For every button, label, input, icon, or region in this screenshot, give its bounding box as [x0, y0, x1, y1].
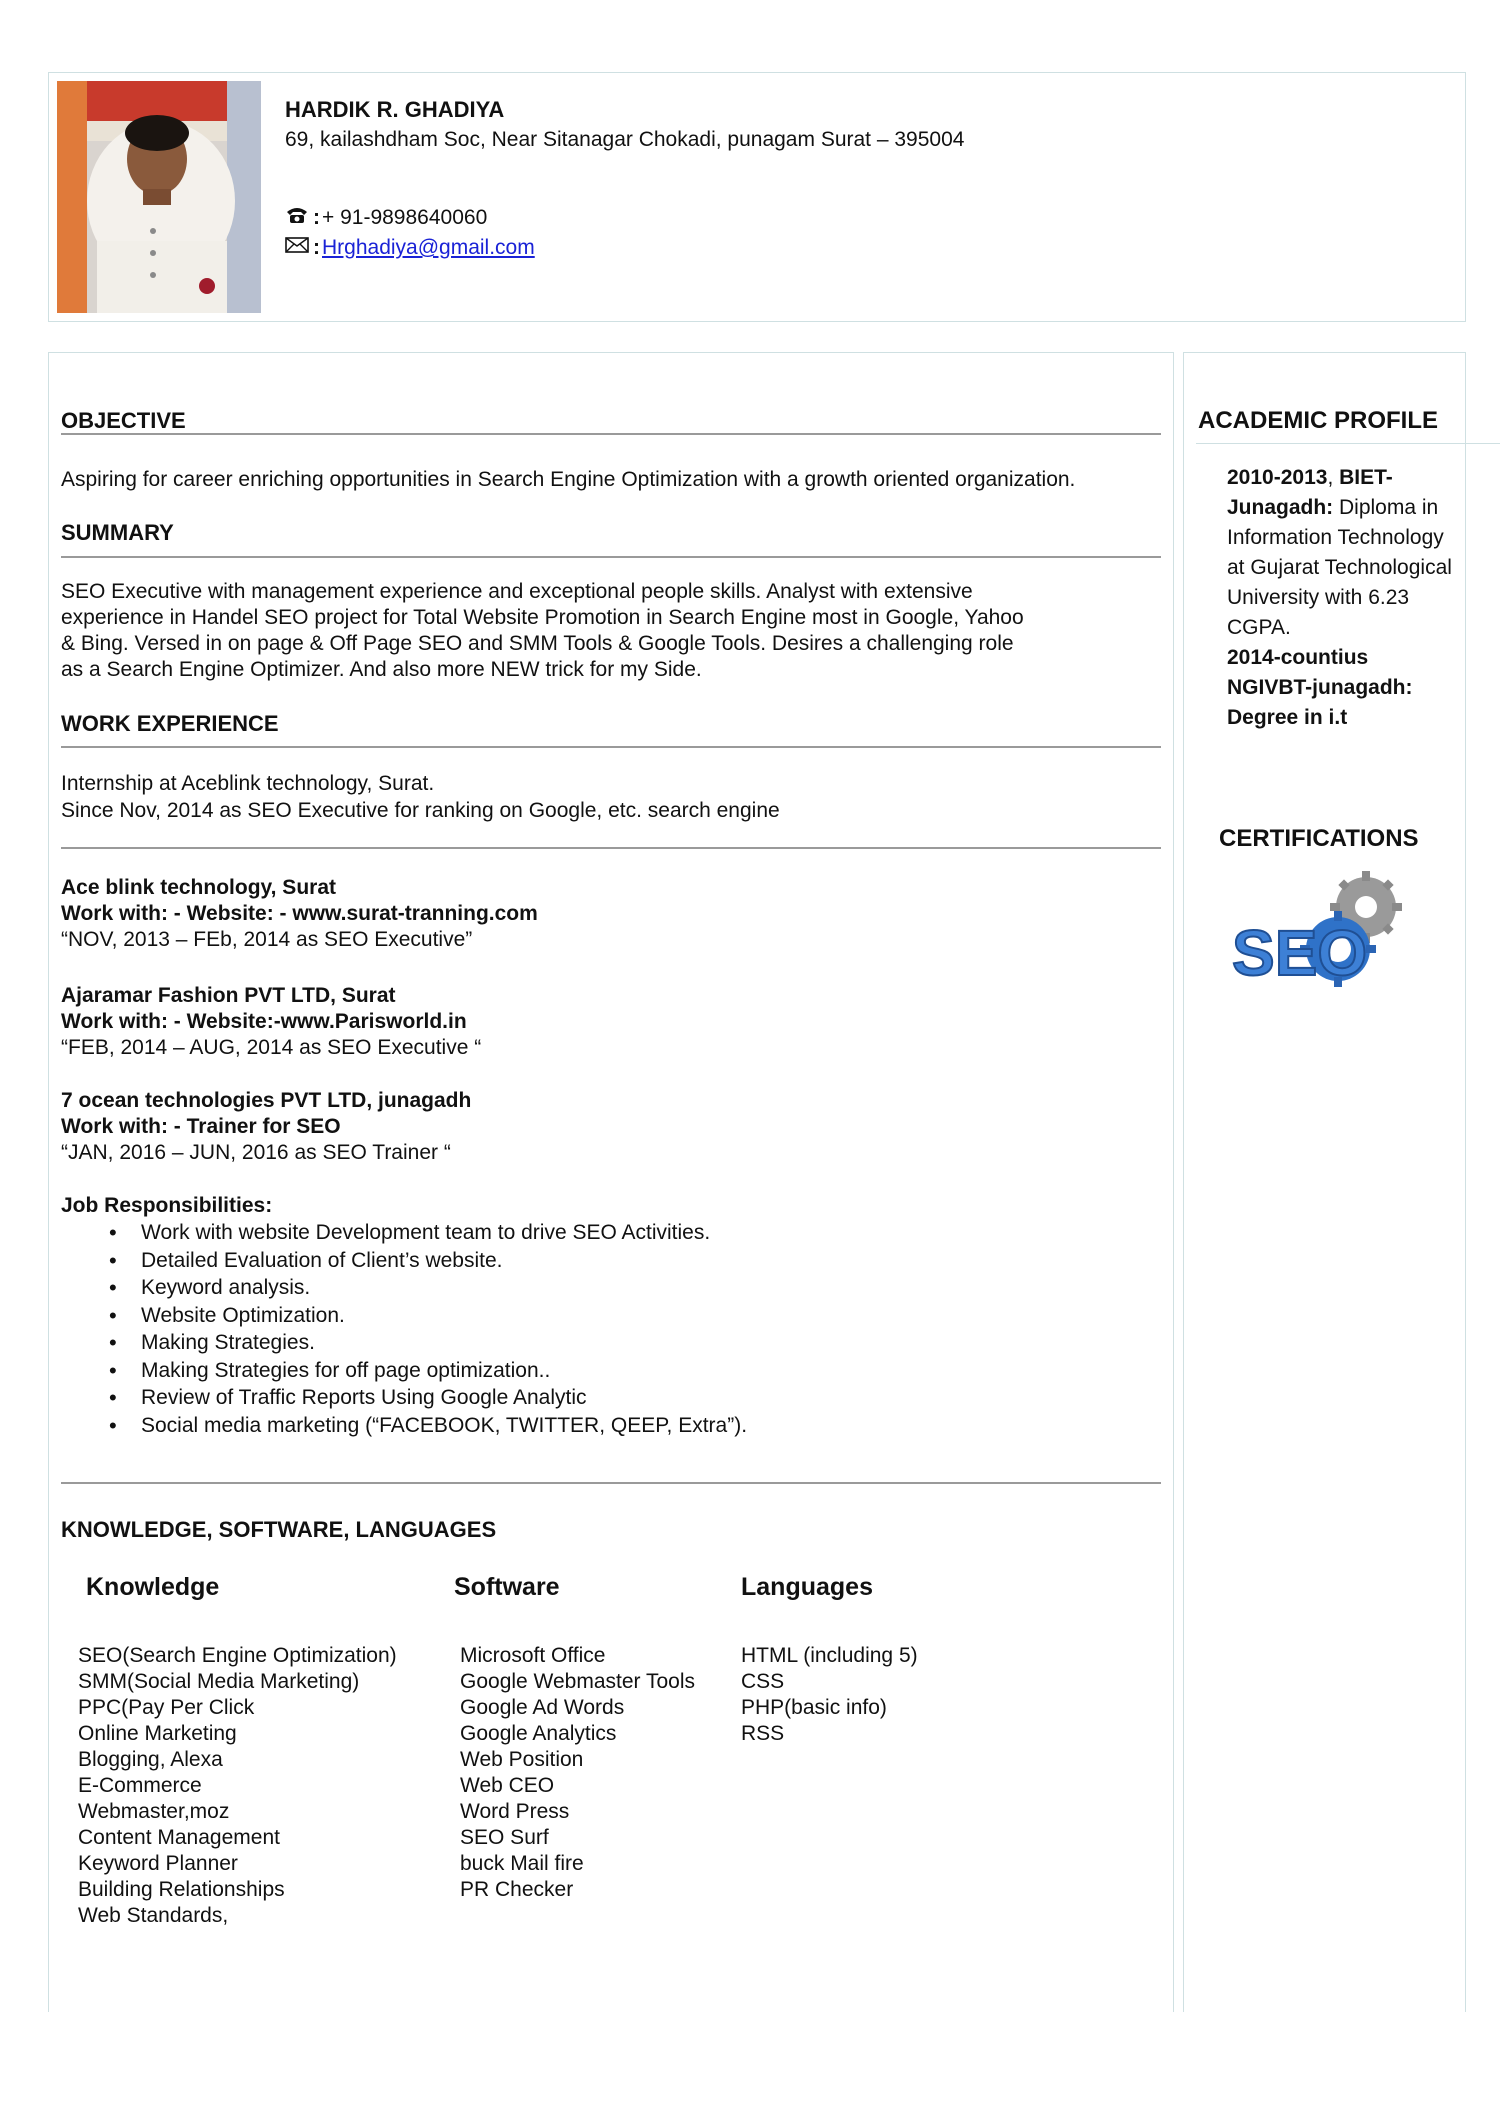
list-item: Building Relationships [78, 1878, 285, 1901]
main-column [48, 352, 1174, 2012]
academic-heading: ACADEMIC PROFILE [1198, 407, 1438, 434]
list-item: PHP(basic info) [741, 1696, 887, 1719]
job-company: 7 ocean technologies PVT LTD, junagadh [61, 1089, 472, 1112]
list-item: buck Mail fire [460, 1852, 584, 1875]
header-card [48, 72, 1466, 322]
address: 69, kailashdham Soc, Near Sitanagar Chokadi, punagam Surat – 395004 [285, 128, 965, 151]
responsibilities-list [109, 1219, 747, 1439]
job-period: “NOV, 2013 – FEb, 2014 as SEO Executive” [61, 928, 473, 951]
envelope-icon [285, 233, 311, 263]
phone-icon [285, 203, 311, 233]
job-period: “FEB, 2014 – AUG, 2014 as SEO Executive “ [61, 1036, 482, 1059]
email-link[interactable]: Hrghadiya@gmail.com [322, 236, 535, 259]
seo-logo-text: SEO [1232, 917, 1368, 989]
academic-entry: 2010-2013, BIET-Junagadh: Diploma in Information Technology at Gujarat Technological University with 6.23 CGPA. [1227, 466, 1452, 639]
job-entry [61, 875, 538, 953]
job-entry [61, 1088, 471, 1166]
languages-heading: Languages [741, 1573, 873, 1601]
list-item: CSS [741, 1670, 785, 1693]
divider [1196, 443, 1500, 444]
list-item: Word Press [460, 1800, 570, 1823]
list-item: Webmaster,moz [78, 1800, 230, 1823]
list-item: Google Webmaster Tools [460, 1670, 696, 1693]
divider [61, 433, 1161, 435]
profile-photo [57, 81, 261, 313]
list-item: • Making Strategies for off page optimization.. [109, 1357, 747, 1385]
email-line [285, 233, 964, 263]
list-item: Online Marketing [78, 1722, 237, 1745]
certifications-heading: CERTIFICATIONS [1219, 825, 1419, 852]
divider [61, 847, 1161, 849]
list-item: • Social media marketing (“FACEBOOK, TWITTER, QEEP, Extra”). [109, 1412, 747, 1440]
academic-details [1227, 463, 1462, 733]
summary-text: SEO Executive with management experience and exceptional people skills. Analyst with extensive experience in Handel SEO project for Total Website Promotion in Search Engine most in Google, Yahoo & Bing. Versed in on page & Off Page SEO and SMM Tools & Google Tools. Desires a challenging role as a Search Engine Optimizer. And also more NEW trick for my Side. [61, 580, 1024, 681]
knowledge-list [78, 1643, 397, 1929]
software-list [460, 1643, 695, 1903]
academic-degree: Degree in i.t [1227, 706, 1348, 729]
job-period: “JAN, 2016 – JUN, 2016 as SEO Trainer “ [61, 1141, 451, 1164]
list-item: SEO Surf [460, 1826, 549, 1849]
list-item: PPC(Pay Per Click [78, 1696, 255, 1719]
list-item: RSS [741, 1722, 785, 1745]
work-heading: WORK EXPERIENCE [61, 711, 279, 736]
phone-label: : [313, 206, 320, 229]
divider [61, 1482, 1161, 1484]
divider [61, 556, 1161, 558]
list-item: • Detailed Evaluation of Client’s website. [109, 1247, 747, 1275]
list-item: Blogging, Alexa [78, 1748, 223, 1771]
academic-entry: 2014-countius [1227, 646, 1369, 669]
skills-heading: KNOWLEDGE, SOFTWARE, LANGUAGES [61, 1517, 497, 1542]
list-item: E-Commerce [78, 1774, 202, 1797]
list-item: SEO(Search Engine Optimization) [78, 1644, 397, 1667]
job-company: Ajaramar Fashion PVT LTD, Surat [61, 984, 396, 1007]
phone-number: + 91-9898640060 [322, 206, 488, 229]
candidate-name: HARDIK R. GHADIYA [285, 97, 505, 122]
list-item: Web Standards, [78, 1904, 229, 1927]
list-item: HTML (including 5) [741, 1644, 918, 1667]
list-item: • Keyword analysis. [109, 1274, 747, 1302]
list-item: • Making Strategies. [109, 1329, 747, 1357]
languages-list [741, 1643, 918, 1747]
list-item: • Review of Traffic Reports Using Google Analytic [109, 1384, 747, 1412]
list-item: SMM(Social Media Marketing) [78, 1670, 360, 1693]
knowledge-heading: Knowledge [86, 1573, 220, 1601]
responsibilities-heading: Job Responsibilities: [61, 1194, 273, 1217]
list-item: Content Management [78, 1826, 280, 1849]
work-intro: Internship at Aceblink technology, Surat. Since Nov, 2014 as SEO Executive for ranking on Google, etc. search engine [61, 772, 780, 822]
summary-heading: SUMMARY [61, 520, 174, 545]
list-item: • Work with website Development team to drive SEO Activities. [109, 1219, 747, 1247]
seo-gears-logo [1228, 867, 1408, 997]
list-item: Microsoft Office [460, 1644, 606, 1667]
list-item: Web Position [460, 1748, 584, 1771]
job-company: Ace blink technology, Surat [61, 876, 336, 899]
phone-line [285, 203, 964, 233]
email-label: : [313, 236, 320, 259]
job-work-with: Work with: - Website:-www.Parisworld.in [61, 1010, 467, 1033]
list-item: • Website Optimization. [109, 1302, 747, 1330]
academic-institution: NGIVBT-junagadh: [1227, 676, 1413, 699]
job-work-with: Work with: - Website: - www.surat-tranning.com [61, 902, 538, 925]
objective-heading: OBJECTIVE [61, 408, 186, 433]
side-column [1183, 352, 1466, 2012]
list-item: Keyword Planner [78, 1852, 238, 1875]
software-heading: Software [454, 1573, 560, 1601]
job-entry [61, 983, 481, 1061]
list-item: Google Analytics [460, 1722, 617, 1745]
job-work-with: Work with: - Trainer for SEO [61, 1115, 341, 1138]
list-item: Web CEO [460, 1774, 555, 1797]
divider [61, 746, 1161, 748]
list-item: Google Ad Words [460, 1696, 625, 1719]
list-item: PR Checker [460, 1878, 574, 1901]
objective-text: Aspiring for career enriching opportunities in Search Engine Optimization with a growth oriented organization. [61, 468, 1076, 491]
